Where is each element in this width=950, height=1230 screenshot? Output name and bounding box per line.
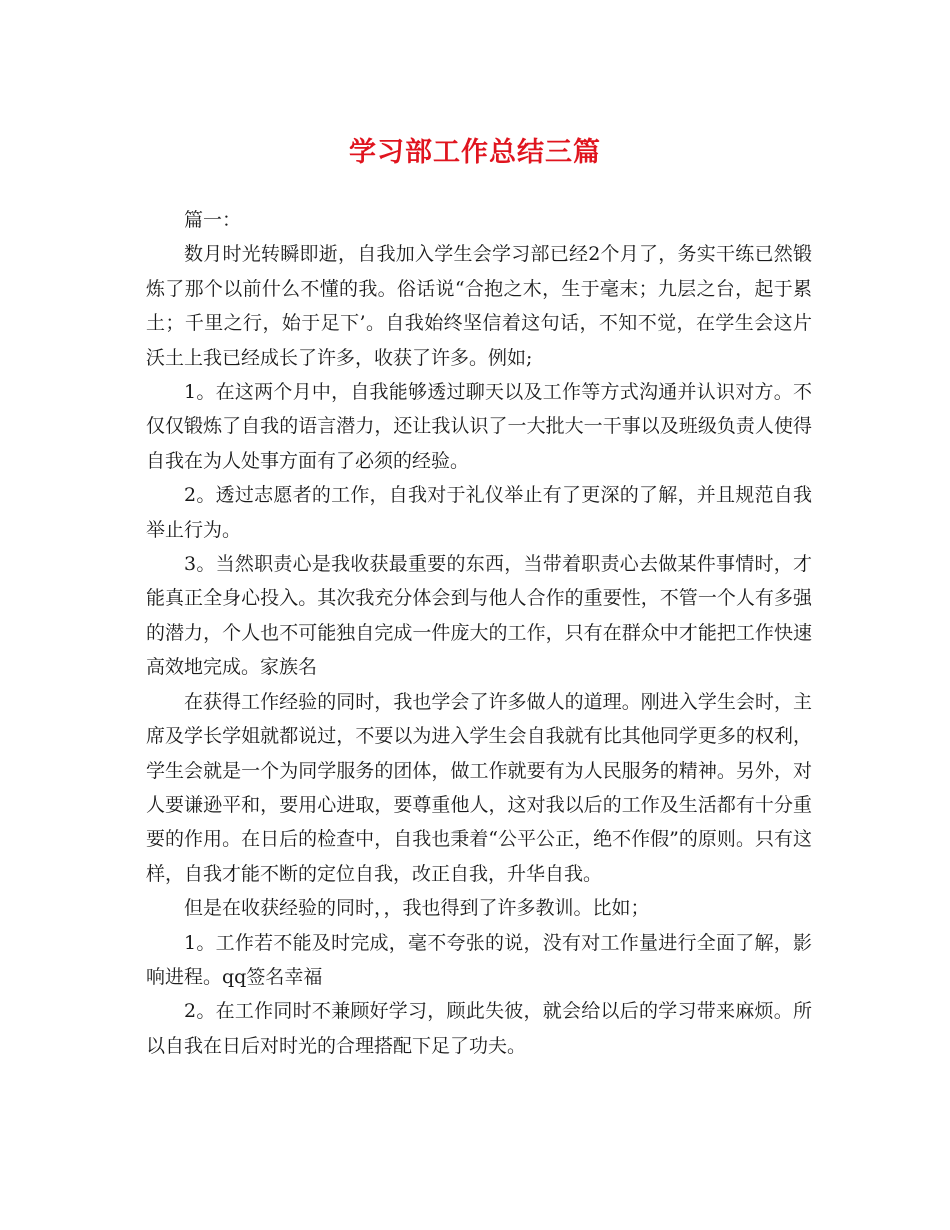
paragraph: 但是在收获经验的同时，，我也得到了许多教训。比如； xyxy=(184,897,650,920)
paragraph: 1。在这两个月中，自我能够透过聊天以及工作等方式沟通并认识对方。不仅仅锻炼了自我的语言潜力，还让我认识了一大批大一干事以及班级负责人使得自我在为人处事方面有了必须的经验。 xyxy=(146,381,812,472)
paragraph: 2。透过志愿者的工作，自我对于礼仪举止有了更深的了解，并且规范自我举止行为。 xyxy=(146,484,812,541)
paragraph: 在获得工作经验的同时，我也学会了许多做人的道理。刚进入学生会时，主席及学长学姐就都说过，不要以为进入学生会自我就有比其他同学更多的权利，学生会就是一个为同学服务的团体，做工作就要有为人民服务的精神。另外，对人要谦逊平和，要用心进取，要尊重他人，这对我以后的工作及生活都有十分重要的作用。在日后的检查中，自我也秉着“公平公正，绝不作假”的原则。只有这样，自我才能不断的定位自我，改正自我，升华自我。 xyxy=(146,690,812,885)
paragraph: 数月时光转瞬即逝，自我加入学生会学习部已经2个月了，务实干练已然锻炼了那个以前什么不懂的我。俗话说“合抱之木，生于毫末；九层之台，起于累土；千里之行，始于足下’。自我始终坚信着这句话，不知不觉，在学生会这片沃土上我已经成长了许多，收获了许多。例如; xyxy=(146,243,812,369)
document-title: 学习部工作总结三篇 xyxy=(349,137,601,168)
paragraph: 3。当然职责心是我收获最重要的东西，当带着职责心去做某件事情时，才能真正全身心投入。其次我充分体会到与他人合作的重要性，不管一个人有多强的潜力，个人也不可能独自完成一件庞大的工作，只有在群众中才能把工作快速高效地完成。家族名 xyxy=(146,553,812,679)
paragraph: 1。工作若不能及时完成，毫不夸张的说，没有对工作量进行全面了解，影响进程。qq签名幸福 xyxy=(146,931,812,988)
document-body xyxy=(146,203,812,1063)
paragraph: 2。在工作同时不兼顾好学习，顾此失彼，就会给以后的学习带来麻烦。所以自我在日后对时光的合理搭配下足了功夫。 xyxy=(146,1000,812,1057)
section-heading: 篇一： xyxy=(184,209,242,231)
